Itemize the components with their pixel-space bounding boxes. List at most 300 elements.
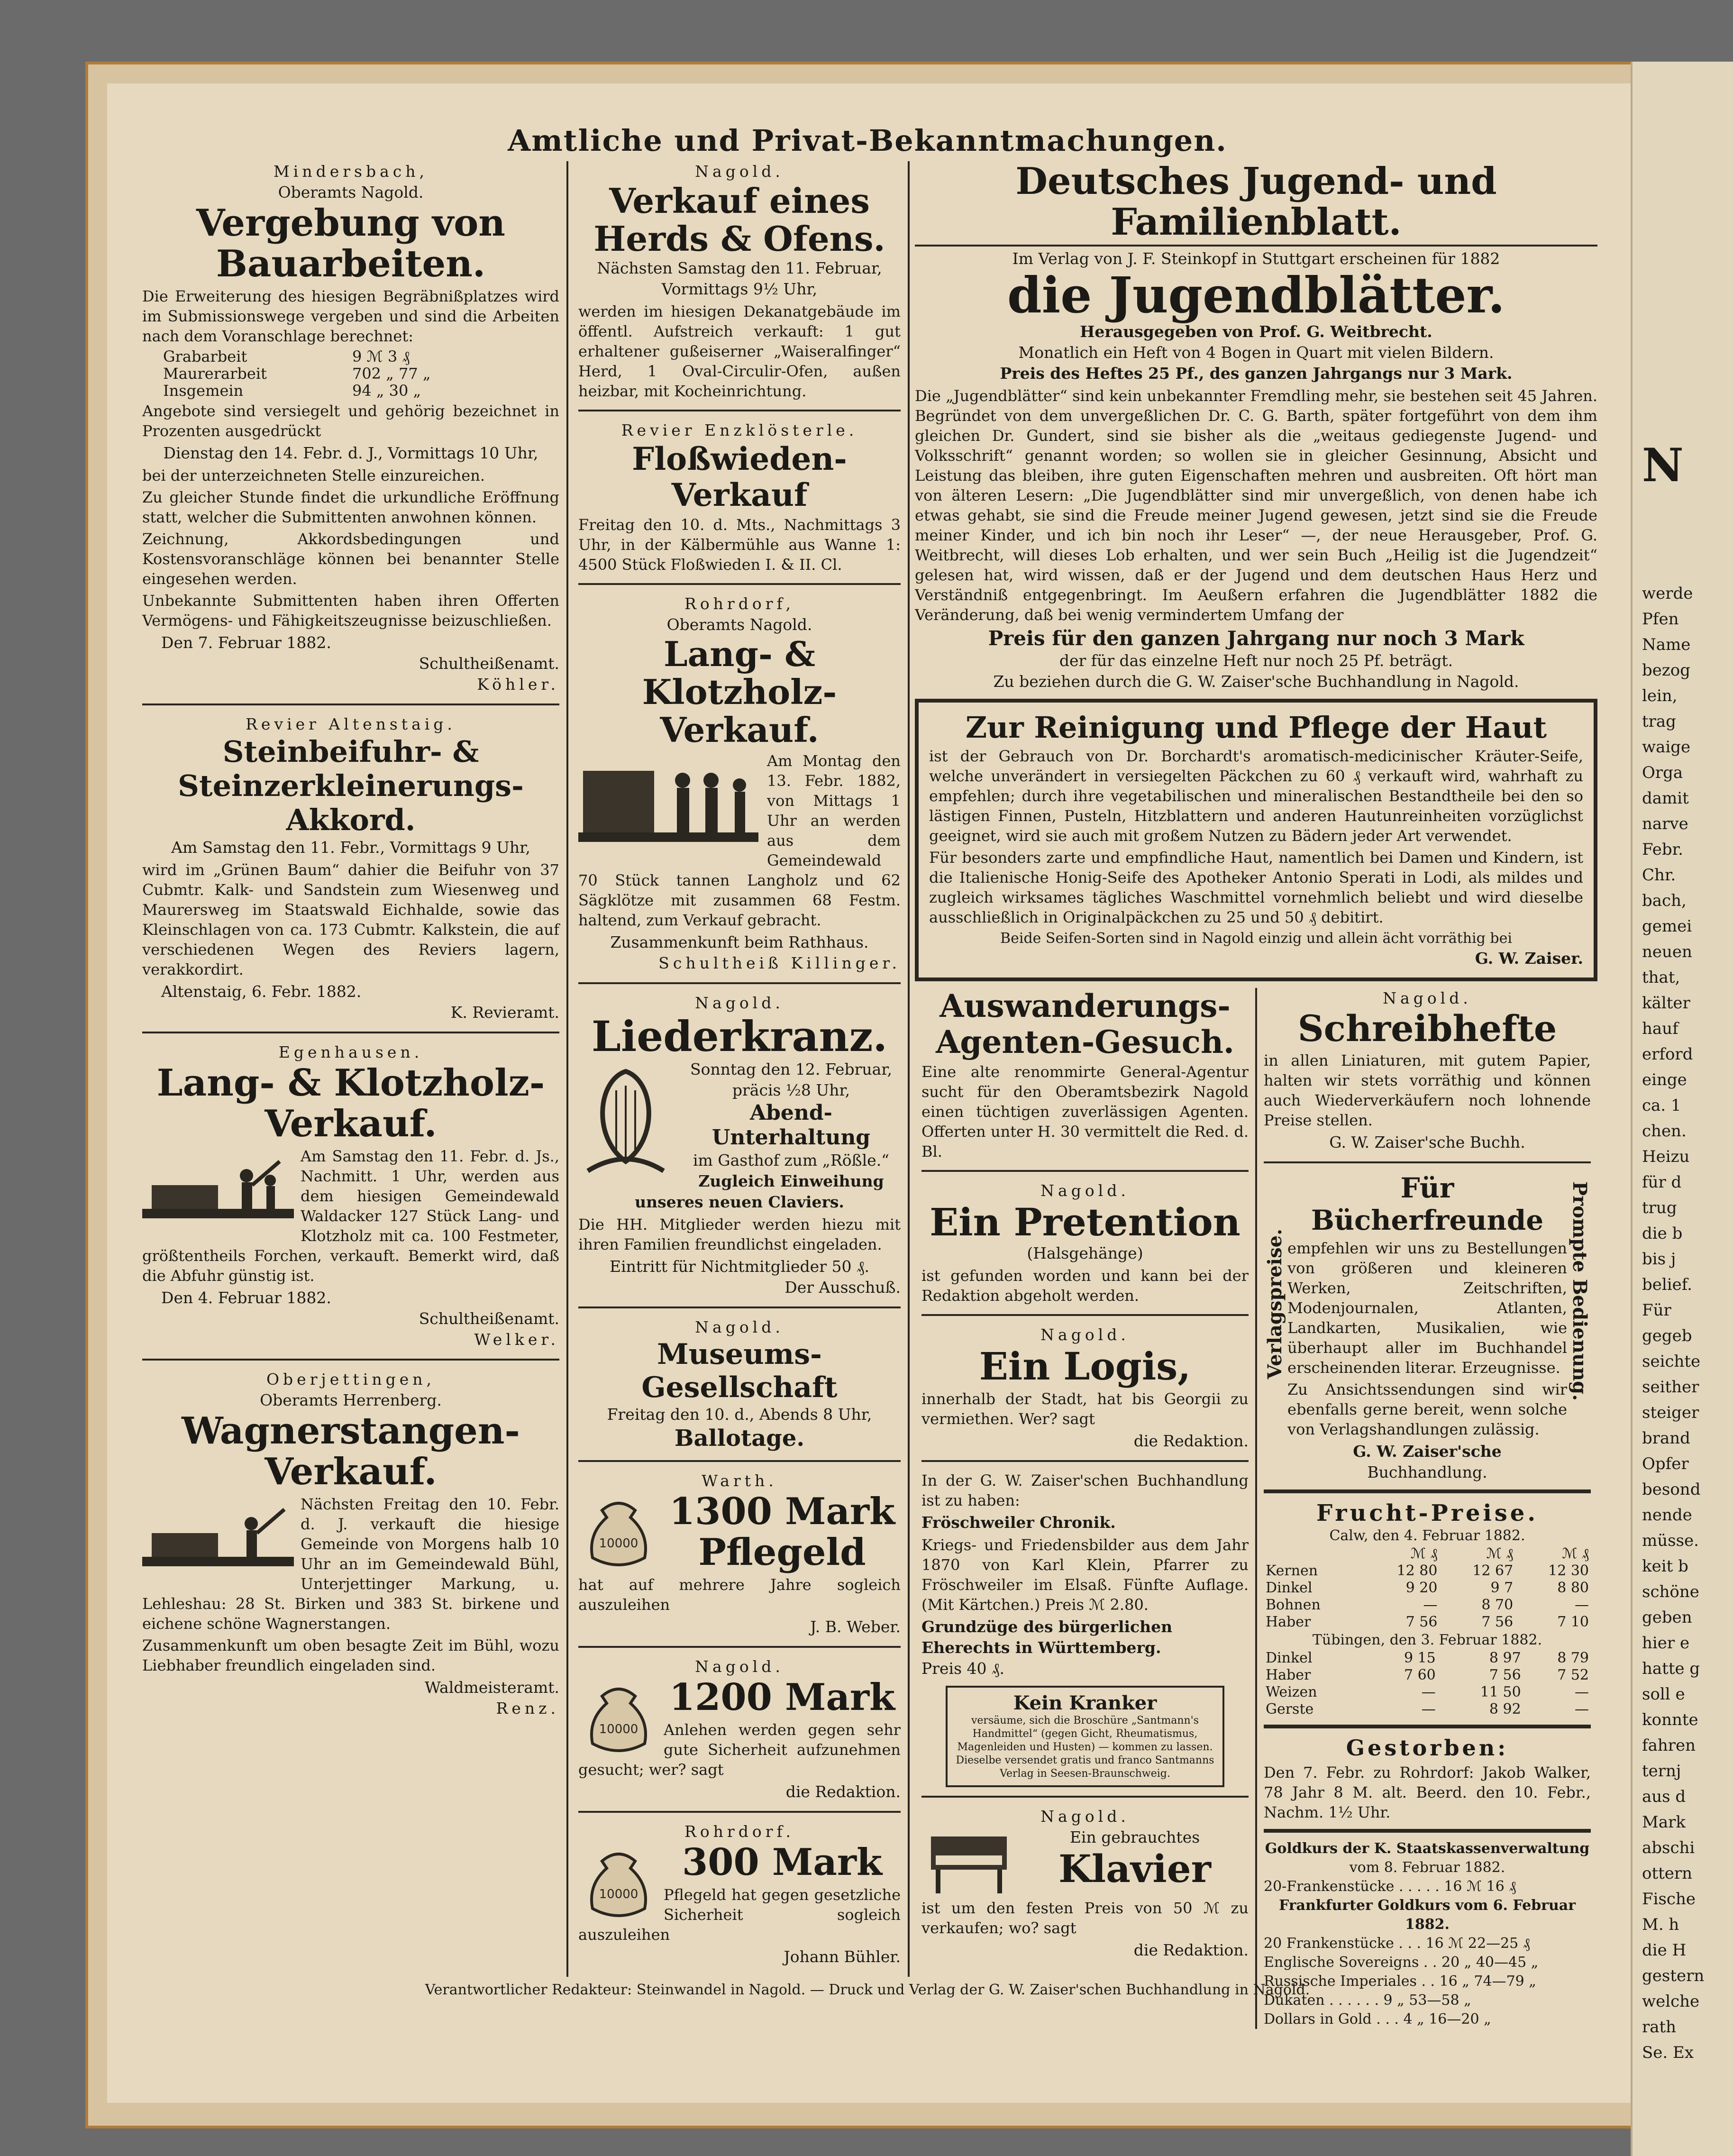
ad-place: Nagold. — [1040, 1325, 1130, 1344]
ad-title: Für Bücherfreunde — [1311, 1172, 1544, 1236]
price-value: 9 7 — [1490, 1580, 1514, 1596]
ad-line: Im Verlag von J. F. Steinkopf in Stuttgart erscheinen für 1882 — [1012, 249, 1500, 268]
ad-oberjettingen — [142, 1369, 559, 1719]
adjacent-page-fragment: chen. — [1642, 1122, 1687, 1141]
adjacent-page-fragment: gegeb — [1642, 1326, 1692, 1345]
ad-signature-name: Köhler. — [477, 675, 559, 694]
divider — [1264, 1829, 1591, 1833]
masthead: Amtliche und Privat-Bekanntmachungen. — [508, 123, 1227, 158]
adjacent-page-fragment: Pfen — [1642, 610, 1679, 629]
divider — [921, 1460, 1249, 1462]
lyre-icon — [578, 1062, 673, 1185]
table-row — [1264, 1684, 1591, 1701]
ad-1200-mark — [578, 1656, 901, 1802]
ad-body: Kriegs- und Friedensbilder aus dem Jahr 1870 von Karl Klein, Pfarrer zu Fröschweiler im Elsaß. Fünfte Auflage. (Mit Kärtchen.) Preis ℳ 2.80. — [921, 1536, 1249, 1614]
adjacent-page-fragment: hauf — [1642, 1019, 1678, 1038]
adjacent-page-fragment: die b — [1642, 1224, 1683, 1243]
cost-label: Maurerarbeit — [163, 365, 267, 383]
price-value: 12 30 — [1548, 1562, 1589, 1579]
price-value: 7 56 — [1489, 1667, 1521, 1683]
table-row — [1264, 1597, 1591, 1614]
ad-300-mark — [578, 1821, 901, 1967]
ad-mindersbach — [142, 161, 559, 695]
adjacent-page-fragment: brand — [1642, 1429, 1690, 1448]
ad-subtitle: Ein gebrauchtes — [1069, 1828, 1200, 1846]
ad-price: Preis 40 ₰. — [921, 1659, 1004, 1678]
ad-body: Sonntag den 12. Februar, präcis ½8 Uhr, — [690, 1060, 892, 1099]
adjacent-page-fragment: müsse. — [1642, 1531, 1699, 1550]
ad-body: Zusammenkunft beim Rathhaus. — [610, 933, 869, 951]
table-row — [1264, 1701, 1591, 1718]
column-3-right — [1257, 988, 1597, 2029]
adjacent-page-fragment: lein, — [1642, 686, 1678, 705]
column-3 — [915, 160, 1597, 2028]
cost-value: 94 „ 30 „ — [352, 382, 421, 400]
price-value: — — [1421, 1684, 1436, 1700]
imprint-footer: Verantwortlicher Redakteur: Steinwandel in Nagold. — Druck und Verlag der G. W. Zaiser'schen Buchhandlung in Nagold. — [425, 1982, 1310, 1998]
cost-row — [161, 365, 495, 382]
ad-title: 1200 Mark — [669, 1676, 895, 1719]
money-bag-icon — [578, 1491, 659, 1572]
adjacent-page-fragment: kälter — [1642, 994, 1690, 1013]
ad-place: Nagold. — [695, 162, 784, 181]
ad-title: Wagnerstangen-Verkauf. — [182, 1409, 520, 1493]
price-value: — — [1575, 1684, 1589, 1700]
ad-signature: die Redaktion. — [1133, 1432, 1249, 1450]
ad-body: Zeichnung, Akkordsbedingungen und Kostensvoranschläge können bei benannter Stelle eingesehen werden. — [142, 530, 559, 588]
price-value: 8 79 — [1557, 1650, 1589, 1666]
side-label-left: Verlagspreise. — [1264, 1229, 1286, 1379]
ad-place: Nagold. — [1040, 1181, 1130, 1200]
ad-body: empfehlen wir uns zu Bestellungen von größeren und kleineren Werken, Zeitschriften, Modenjournalen, Atlanten, Landkarten, Musikalien, wie überhaupt aller im Buchhandel erscheinenden literar. Erzeugnisse. — [1287, 1239, 1567, 1377]
ad-place: Nagold. — [1383, 989, 1472, 1007]
ad-body: hat auf mehrere Jahre sogleich auszuleihen — [578, 1576, 901, 1614]
adjacent-page-fragment: Für — [1642, 1301, 1671, 1320]
side-label-right: Prompte Bedienung. — [1569, 1181, 1591, 1401]
adjacent-page-fragment: trug — [1642, 1198, 1677, 1217]
price-value: 8 92 — [1489, 1701, 1521, 1717]
adjacent-page-fragment: Se. Ex — [1642, 2043, 1694, 2062]
ad-body: versäume, sich die Broschüre „Santmann's Handmittel“ (gegen Gicht, Rheumatismus, Magenleiden und Husten) — kommen zu lassen. Dieselbe versendet gratis und franco Santmanns Verlag in Seesen-Braunschweig. — [956, 1715, 1214, 1780]
fruit-prices — [1264, 1500, 1591, 1718]
adjacent-page-fragment: bach, — [1642, 891, 1687, 910]
ad-buecherfreunde — [1264, 1172, 1591, 1483]
ad-title: 300 Mark — [682, 1841, 882, 1884]
ad-signature: G. W. Zaiser. — [1475, 949, 1583, 968]
price-label: Bohnen — [1266, 1597, 1321, 1613]
cost-label: Insgemein — [163, 382, 244, 400]
adjacent-page-fragment: werde — [1642, 584, 1693, 603]
ad-liederkranz — [578, 993, 901, 1298]
price-value: 12 67 — [1472, 1562, 1514, 1579]
divider — [142, 1359, 559, 1361]
divider — [578, 410, 901, 411]
woodcutters-illustration — [142, 1147, 294, 1228]
adjacent-page-fragment: bis j — [1642, 1250, 1676, 1269]
ad-event: Ballotage. — [674, 1425, 805, 1452]
ad-title: Klavier — [1058, 1846, 1211, 1891]
ad-body: bei der unterzeichneten Stelle einzureichen. — [142, 466, 485, 484]
deaths-body: Den 7. Febr. zu Rohrdorf: Jakob Walker, 78 Jahr 8 M. alt. Beerd. den 10. Febr., Nachm. 1½ Uhr. — [1264, 1763, 1591, 1821]
ad-title: Ein Pretention — [930, 1200, 1240, 1244]
price-value: 9 20 — [1405, 1580, 1438, 1596]
prices-location-date: Calw, den 4. Februar 1882. — [1329, 1527, 1525, 1544]
adjacent-page-fragment: fahren — [1642, 1736, 1696, 1755]
adjacent-page-fragment: Orga — [1642, 763, 1683, 782]
ad-signature: die Redaktion. — [785, 1782, 901, 1801]
ad-event: Zugleich Einweihung unseres neuen Claviers. — [635, 1172, 884, 1211]
adjacent-page-fragment: die H — [1642, 1941, 1687, 1960]
adjacent-page-fragment: narve — [1642, 814, 1688, 833]
gold-rates — [1264, 1839, 1591, 2029]
ad-body: innerhalb der Stadt, hat bis Georgii zu vermiethen. Wer? sagt — [921, 1390, 1249, 1428]
price-label: Haber — [1266, 1667, 1311, 1683]
ad-place: Nagold. — [695, 994, 784, 1012]
money-bag-icon — [578, 1677, 659, 1758]
ad-price: der für das einzelne Heft nur noch 25 Pf. beträgt. — [1059, 651, 1453, 670]
ad-body: in allen Liniaturen, mit gutem Papier, halten wir stets vorräthig und können auch Wiederverkäufern noch lohnende Preise stellen. — [1264, 1051, 1591, 1129]
money-bag-icon — [578, 1842, 659, 1923]
ad-title: Floßwieden-Verkauf — [632, 440, 847, 513]
ad-editor: Herausgegeben von Prof. G. Weitbrecht. — [1080, 322, 1432, 341]
divider — [921, 1170, 1249, 1172]
ad-title: Museums-Gesellschaft — [641, 1338, 838, 1404]
adjacent-page-fragment: ottern — [1642, 1864, 1693, 1883]
column-3-lower — [915, 988, 1597, 2029]
gold-date: vom 8. Februar 1882. — [1349, 1859, 1505, 1876]
ad-jugendblaetter — [915, 161, 1597, 692]
adjacent-page-edge — [1631, 62, 1733, 2156]
adjacent-page-fragment: für d — [1642, 1173, 1682, 1192]
gold-title: Frankfurter Goldkurs vom 6. Februar 1882. — [1278, 1897, 1576, 1933]
cost-list — [161, 348, 495, 399]
money-bag-label: 10000 — [599, 1722, 638, 1736]
price-value: 8 80 — [1557, 1580, 1589, 1596]
ad-logis — [921, 1325, 1249, 1452]
prices-title: Frucht-Preise. — [1316, 1500, 1539, 1526]
ad-buchhandlung — [921, 1471, 1249, 1679]
adjacent-page-fragment: Mark — [1642, 1813, 1686, 1832]
ad-date: Den 7. Februar 1882. — [161, 633, 331, 652]
ad-title: Zur Reinigung und Pflege der Haut — [965, 710, 1547, 745]
table-row — [1264, 1667, 1591, 1684]
adjacent-page-fragment: geben — [1642, 1608, 1692, 1627]
ad-body: ist um den festen Preis von 50 ℳ zu verkaufen; wo? sagt — [921, 1899, 1249, 1937]
ad-auswanderung — [921, 988, 1249, 1161]
adjacent-page-fragment: hatte g — [1642, 1659, 1700, 1678]
ad-price: Preis des Heftes 25 Pf., des ganzen Jahrgangs nur 3 Mark. — [1000, 364, 1513, 383]
divider — [915, 245, 1597, 247]
adjacent-page-fragment: hier e — [1642, 1634, 1690, 1653]
ad-title-2: die Jugendblätter. — [1007, 266, 1505, 324]
price-value: — — [1421, 1701, 1436, 1717]
gold-line: 20-Frankenstücke . . . . . 16 ℳ 16 ₰ — [1264, 1878, 1516, 1895]
prices-header-cell — [1264, 1545, 1364, 1562]
adjacent-page-fragment: ca. 1 — [1642, 1096, 1681, 1115]
prices-header-cell: ℳ ₰ — [1486, 1545, 1514, 1562]
ad-date: Altenstaig, 6. Febr. 1882. — [161, 982, 362, 1001]
ad-signature: Johann Bühler. — [784, 1947, 901, 1966]
ad-title: Liederkranz. — [591, 1012, 888, 1061]
adjacent-page-fragment: N — [1642, 439, 1684, 492]
ad-title: Steinbeifuhr- & Steinzerkleinerungs-Akkord. — [178, 734, 524, 837]
ad-body: Anlehen werden gegen sehr gute Sicherheit aufzunehmen gesucht; wer? sagt — [578, 1721, 901, 1779]
price-value: — — [1575, 1597, 1589, 1613]
adjacent-page-fragment: gemei — [1642, 917, 1692, 936]
price-value: 8 97 — [1489, 1650, 1521, 1666]
ad-title: Verkauf eines Herds & Ofens. — [593, 181, 885, 259]
ad-place: Warth. — [702, 1471, 777, 1490]
ad-body: Freitag den 10. d., Abends 8 Uhr, — [607, 1405, 872, 1424]
price-value: 7 56 — [1405, 1614, 1438, 1630]
adjacent-page-fragment: gestern — [1642, 1966, 1705, 1985]
cost-value: 702 „ 77 „ — [352, 365, 431, 383]
ad-body: Die HH. Mitglieder werden hiezu mit ihren Familien freundlichst eingeladen. — [578, 1215, 901, 1253]
adjacent-page-fragment: rath — [1642, 2018, 1677, 2037]
ad-date-line: Dienstag den 14. Febr. d. J., Vormittags 10 Uhr, — [163, 444, 538, 462]
timber-illustration — [578, 752, 758, 851]
divider — [142, 1032, 559, 1033]
adjacent-page-fragment: Heizu — [1642, 1147, 1690, 1166]
ad-body: Zu Ansichtssendungen sind wir ebenfalls gerne bereit, wenn solche von Verlagshandlungen zulässig. — [1287, 1380, 1567, 1438]
piano-icon — [921, 1827, 1016, 1898]
price-label: Dinkel — [1266, 1580, 1313, 1596]
ad-date-line: Nächsten Samstag den 11. Februar, Vormittags 9½ Uhr, — [597, 259, 882, 298]
ad-date: Den 4. Februar 1882. — [161, 1288, 331, 1307]
ad-entry: Eintritt für Nichtmitglieder 50 ₰. — [610, 1257, 869, 1276]
adjacent-page-fragment: einge — [1642, 1070, 1687, 1089]
ad-egenhausen — [142, 1042, 559, 1350]
adjacent-page-fragment: that, — [1642, 968, 1680, 987]
table-row — [1264, 1614, 1591, 1631]
column-rule — [908, 161, 910, 1977]
adjacent-page-fragment: besond — [1642, 1480, 1701, 1499]
adjacent-page-fragment: trag — [1642, 712, 1676, 731]
ad-signature: J. B. Weber. — [810, 1617, 901, 1636]
money-bag-label: 10000 — [599, 1536, 638, 1551]
price-label: Weizen — [1266, 1684, 1317, 1700]
adjacent-page-fragment: Fische — [1642, 1890, 1696, 1909]
price-label: Haber — [1266, 1614, 1311, 1630]
divider — [1264, 1489, 1591, 1493]
gold-line: Englische Sovereigns . . 20 „ 40—45 „ — [1264, 1954, 1539, 1971]
ad-body: Zu gleicher Stunde findet die urkundliche Eröffnung statt, welcher die Submittenten anwohnen können. — [142, 488, 559, 526]
divider — [921, 1796, 1249, 1798]
price-value: 7 52 — [1557, 1667, 1589, 1683]
adjacent-page-fragment: schöne — [1642, 1582, 1699, 1601]
adjacent-page-fragment: abschi — [1642, 1838, 1695, 1857]
ad-signature: K. Revieramt. — [450, 1003, 559, 1022]
ad-date-line: Am Samstag den 11. Febr., Vormittags 9 Uhr, — [171, 838, 530, 857]
ad-klavier — [921, 1806, 1249, 1961]
ad-body: Die Erweiterung des hiesigen Begräbnißplatzes wird im Submissionswege vergeben und sind die Arbeiten nach dem Voranschlage berechnet: — [142, 287, 559, 345]
ad-body: Eine alte renommirte General-Agentur sucht für den Oberamtsbezirk Nagold einen tüchtigen zuverlässigen Agenten. Offerten unter H. 30 vermittelt die Red. d. Bl. — [921, 1063, 1249, 1160]
ad-title: Lang- & Klotzholz-Verkauf. — [642, 634, 837, 750]
ad-rohrdorf-holz — [578, 594, 901, 974]
adjacent-page-fragment: Opfer — [1642, 1454, 1689, 1473]
adjacent-page-fragment: Febr. — [1642, 840, 1683, 859]
prices-header-cell: ℳ ₰ — [1562, 1545, 1589, 1562]
ad-body: Am Samstag den 11. Febr. d. Js., Nachmitt. 1 Uhr, werden aus dem hiesigen Gemeindewald Waldacker 127 Stück Lang- und Klotzholz mit ca. 100 Festmeter, größtentheils Forchen, verkauft. Bemerkt wird, daß die Abfuhr günstig ist. — [142, 1147, 559, 1285]
divider — [578, 1460, 901, 1462]
ad-event: Abend-Unterhaltung — [711, 1101, 871, 1150]
adjacent-page-fragment: aus d — [1642, 1787, 1686, 1806]
table-row — [1264, 1650, 1591, 1667]
gold-title: Goldkurs der K. Staatskassenverwaltung — [1265, 1840, 1590, 1857]
adjacent-page-fragment: seither — [1642, 1378, 1699, 1397]
adjacent-page-fragment: welche — [1642, 1992, 1700, 2011]
ad-book-title: Grundzüge des bürgerlichen Eherechts in Württemberg. — [921, 1617, 1173, 1657]
ad-signature: Der Ausschuß. — [784, 1278, 901, 1297]
adjacent-page-fragment: bezog — [1642, 661, 1691, 680]
ad-body: Angebote sind versiegelt und gehörig bezeichnet in Prozenten ausgedrückt — [142, 402, 559, 440]
price-label: Gerste — [1266, 1701, 1314, 1717]
gold-line: Dollars in Gold . . . 4 „ 16—20 „ — [1264, 2011, 1491, 2028]
ad-pretention — [921, 1180, 1249, 1306]
ad-flosswieden — [578, 420, 901, 575]
ad-body: Zusammenkunft um oben besagte Zeit im Bühl, wozu Liebhaber freundlich eingeladen sind. — [142, 1636, 559, 1674]
divider — [142, 703, 559, 705]
price-value: — — [1575, 1701, 1589, 1717]
column-1 — [142, 161, 559, 1977]
ad-title: Kein Kranker — [1013, 1692, 1157, 1714]
column-3-left — [915, 988, 1255, 2029]
price-value: 8 70 — [1481, 1597, 1514, 1613]
ad-title: Schreibhefte — [1297, 1007, 1557, 1050]
ad-body: Unbekannte Submittenten haben ihren Offerten Vermögens- und Fähigkeitszeugnisse beizuschließen. — [142, 592, 559, 630]
ad-place: Mindersbach, — [274, 162, 428, 181]
cost-row — [161, 382, 495, 399]
ad-kein-kranker — [946, 1686, 1224, 1787]
adjacent-page-fragment: belief. — [1642, 1275, 1692, 1294]
gold-line: Russische Imperiales . . 16 „ 74—79 „ — [1264, 1973, 1536, 1990]
price-value: — — [1423, 1597, 1438, 1613]
adjacent-page-fragment: waige — [1642, 738, 1691, 757]
ad-herd-ofen — [578, 161, 901, 401]
ad-title: Auswanderungs-Agenten-Gesuch. — [936, 987, 1234, 1060]
ad-place: Oberjettingen, — [266, 1370, 435, 1389]
ad-line: Monatlich ein Heft von 4 Bogen in Quart mit vielen Bildern. — [1018, 343, 1494, 362]
ad-body: ist gefunden worden und kann bei der Redaktion abgeholt werden. — [921, 1267, 1249, 1305]
money-bag-label: 10000 — [599, 1887, 638, 1901]
ad-body: wird im „Grünen Baum“ dahier die Beifuhr von 37 Cubmtr. Kalk- und Sandstein zum Wiesenweg und Maurersweg im Staatswald Eichhalde, sowie das Kleinschlagen von ca. 173 Cubmtr. Kalkstein, die auf verschiedenen Wegen des Reviers lagern, verakkordirt. — [142, 861, 559, 978]
ad-body: Nächsten Freitag den 10. Febr. d. J. verkauft die hiesige Gemeinde von Morgens halb 10 Uhr an im Gemeindewald Bühl, Unterjettinger Markung, u. Lehleshau: 28 St. Birken und 383 St. birkene und eichene schöne Wagnerstangen. — [142, 1495, 559, 1633]
ad-title: 1300 Mark Pflegeld — [669, 1490, 895, 1574]
ad-body: Pflegeld hat gegen gesetzliche Sicherheit sogleich auszuleihen — [578, 1886, 901, 1944]
price-value: 7 60 — [1404, 1667, 1436, 1683]
price-value: 12 80 — [1396, 1562, 1438, 1579]
cost-row — [161, 348, 495, 365]
divider — [578, 583, 901, 585]
ad-title: Deutsches Jugend- und Familienblatt. — [1015, 160, 1497, 244]
ad-title: Ein Logis, — [979, 1344, 1191, 1389]
adjacent-page-fragment: ternj — [1642, 1762, 1681, 1781]
adjacent-page-fragment: damit — [1642, 789, 1689, 808]
ad-altenstaig — [142, 714, 559, 1023]
adjacent-page-fragment: konnte — [1642, 1710, 1698, 1729]
ad-signature: Schultheiß Killinger. — [658, 954, 901, 972]
ad-1300-mark — [578, 1471, 901, 1637]
price-value: 9 15 — [1404, 1650, 1436, 1666]
ad-body: Die „Jugendblätter“ sind kein unbekannter Fremdling mehr, sie bestehen seit 45 Jahren. Begründet von dem unvergeßlichen Dr. C. G. Barth, später fortgeführt von dem ihm gleichen Dr. Gundert, sind sie bisher als die „weitaus gediegenste Jugend- und Volksschrift“ genannt worden; so wollen sie in gleicher Gesinnung, Absicht und Leistung das bleiben, ihre guten Eigenschaften mehren und ausbreiten. Oft hört man von älteren Lesern: „Die Jugendblätter sind mir unvergeßlich, von denen habe ich etwas gehabt, sie sind die Freude meiner Jugend gewesen, jetzt sind sie die Freude meiner Kinder, und ich bin noch ihr Leser“ —, der neue Herausgeber, Prof. G. Weitbrecht, will dieses Lob erhalten, und wer sein Buch „Heilig ist die Jugendzeit“ gelesen hat, wird wissen, daß er der Jugend und dem deutschen Haus Herz und Verständniß entgegenbringt. Im Aeußern erfahren die Jugendblätter 1882 die Veränderung, daß bei wenig vermindertem Umfang der — [915, 387, 1597, 624]
prices-table-calw — [1264, 1545, 1591, 1631]
ad-museum — [578, 1317, 901, 1452]
ad-place: Rohrdorf, — [684, 594, 795, 613]
divider — [578, 1306, 901, 1308]
ad-price: Preis für den ganzen Jahrgang nur noch 3 Mark — [988, 627, 1524, 650]
divider — [1264, 1161, 1591, 1163]
ad-subtitle: (Halsgehänge) — [1027, 1244, 1143, 1262]
price-label: Kernen — [1266, 1562, 1318, 1579]
adjacent-page-fragment: keit b — [1642, 1557, 1688, 1576]
column-rule — [566, 161, 568, 1977]
ad-haut — [915, 699, 1597, 981]
price-value: 7 10 — [1557, 1614, 1589, 1630]
prices-header-cell: ℳ ₰ — [1410, 1545, 1438, 1562]
ad-book-title: Fröschweiler Chronik. — [921, 1513, 1116, 1532]
ad-signature: G. W. Zaiser'sche Buchh. — [1329, 1133, 1525, 1151]
ad-signature: Waldmeisteramt. — [425, 1678, 559, 1697]
ad-schreibhefte — [1264, 988, 1591, 1153]
ad-district: Oberamts Herrenberg. — [260, 1391, 442, 1409]
ad-body: werden im hiesigen Dekanatgebäude im öffentl. Aufstreich verkauft: 1 gut erhaltener gußeiserner „Waiseralfinger“ Herd, 1 Oval-Circulir-Ofen, außen heizbar, mit Kocheinrichtung. — [578, 302, 901, 400]
adjacent-page-fragment: soll e — [1642, 1685, 1685, 1704]
gold-line: 20 Frankenstücke . . . 16 ℳ 22—25 ₰ — [1264, 1935, 1530, 1952]
cost-value: 9 ℳ 3 ₰ — [352, 347, 410, 365]
ad-body: Am Montag den 13. Febr. 1882, von Mittags 1 Uhr an werden aus dem Gemeindewald 70 Stück tannen Langholz und 62 Sägklötze mit zusammen 68 Festm. haltend, zum Verkauf gebracht. — [578, 752, 901, 929]
ad-signature: Schultheißenamt. — [419, 654, 559, 673]
adjacent-page-fragment: nende — [1642, 1506, 1692, 1525]
prices-table-tuebingen — [1264, 1650, 1591, 1718]
table-row — [1264, 1580, 1591, 1597]
deaths-notice — [1264, 1735, 1591, 1822]
price-label: Dinkel — [1266, 1650, 1313, 1666]
ad-signature: Schultheißenamt. — [419, 1309, 559, 1328]
ad-signature: die Redaktion. — [1133, 1941, 1249, 1959]
ad-place: Egenhausen. — [278, 1043, 423, 1061]
divider — [578, 982, 901, 984]
column-2 — [578, 161, 901, 1977]
adjacent-page-fragment: Name — [1642, 635, 1691, 654]
adjacent-page-fragment: steiger — [1642, 1403, 1699, 1422]
prices-location-date: Tübingen, den 3. Februar 1882. — [1312, 1632, 1542, 1648]
table-row — [1264, 1562, 1591, 1580]
ad-body: Beide Seifen-Sorten sind in Nagold einzig und allein ächt vorräthig bei — [1000, 930, 1512, 947]
ad-signature: G. W. Zaiser'sche — [1353, 1442, 1502, 1461]
divider — [578, 1646, 901, 1648]
woodcutters-illustration — [142, 1495, 294, 1576]
ad-place: Nagold. — [695, 1318, 784, 1336]
ad-signature-name: Renz. — [496, 1699, 559, 1717]
deaths-title: Gestorben: — [1346, 1735, 1509, 1761]
adjacent-page-fragment: seichte — [1642, 1352, 1701, 1371]
divider — [578, 1811, 901, 1813]
divider — [921, 1314, 1249, 1316]
prices-header — [1264, 1545, 1591, 1562]
adjacent-page-fragment: M. h — [1642, 1915, 1679, 1934]
ad-title: Lang- & Klotzholz-Verkauf. — [156, 1061, 545, 1145]
divider — [1264, 1725, 1591, 1728]
ad-district: Oberamts Nagold. — [278, 183, 424, 201]
ad-place: Revier Enzklösterle. — [621, 421, 858, 439]
ad-place: Nagold. — [695, 1657, 784, 1676]
ad-signature-name: Welker. — [474, 1330, 559, 1349]
ad-place: Revier Altenstaig. — [246, 715, 456, 733]
ad-title: Vergebung von Bauarbeiten. — [196, 201, 505, 285]
ad-signature: Buchhandlung. — [1367, 1463, 1487, 1481]
adjacent-page-fragment: neuen — [1642, 942, 1692, 961]
gold-line: Dukaten . . . . . . 9 „ 53—58 „ — [1264, 1992, 1471, 2009]
